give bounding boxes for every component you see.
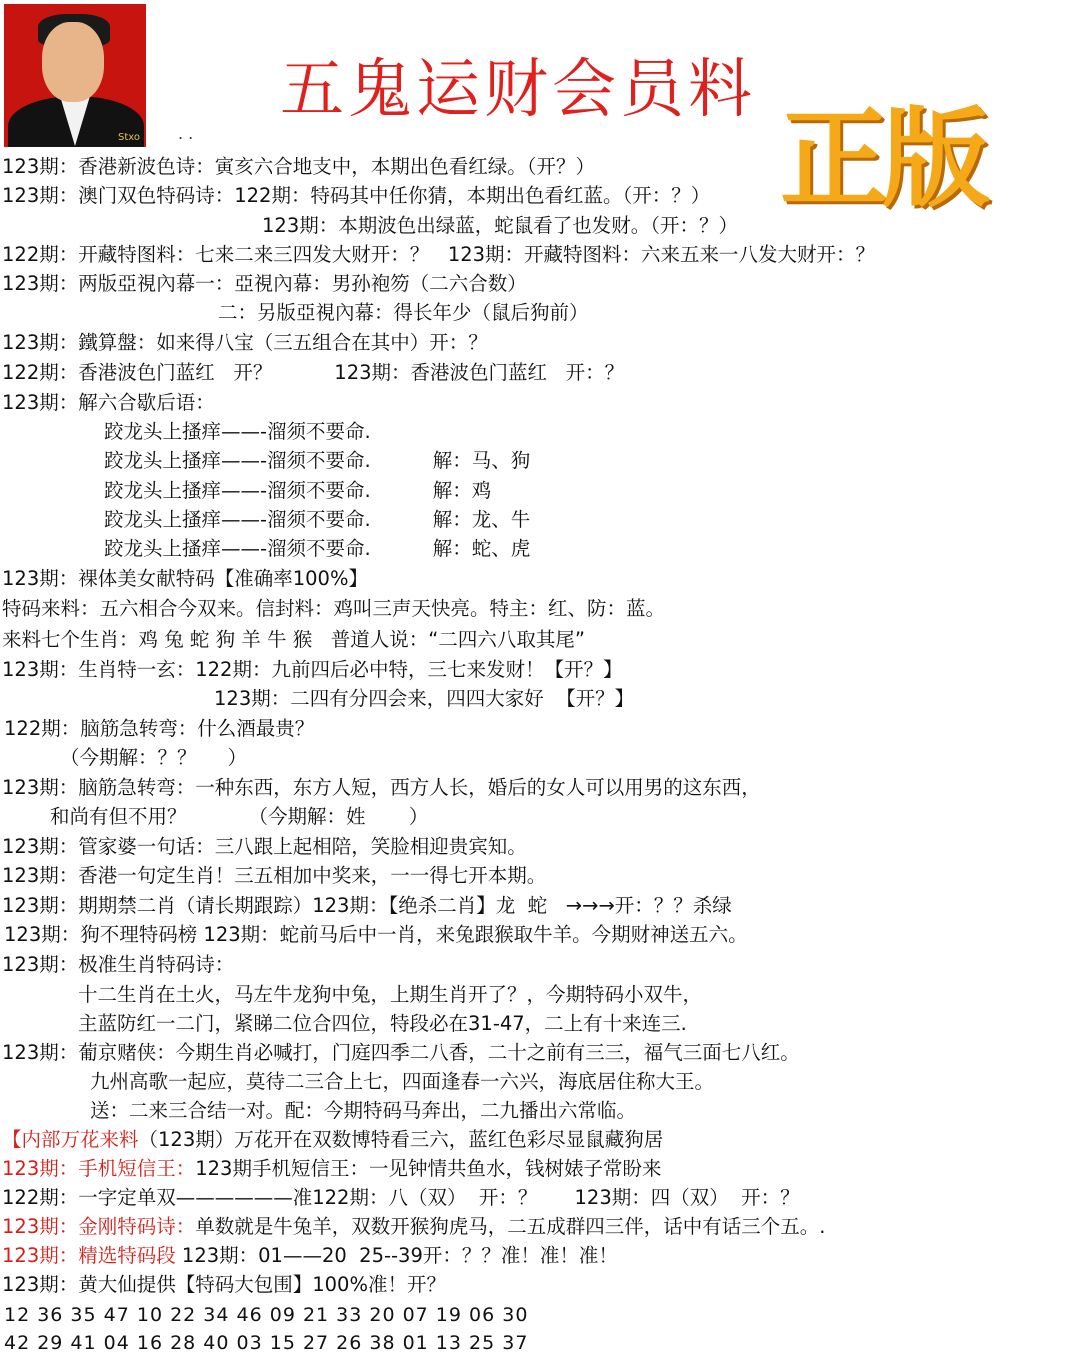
line-27: 123期：狗不理特码榜 123期：蛇前马后中一肖，来兔跟猴取牛羊。今期财神送五六。 — [4, 923, 748, 946]
line-24: 123期：管家婆一句话：三八跟上起相陪，笑脸相迎贵宾知。 — [2, 835, 527, 858]
line-35-rest: 123期手机短信王：一见钟情共鱼水，钱树婊子常盼来 — [195, 1157, 662, 1180]
line-03: 123期：本期波色出绿蓝，蛇鼠看了也发财。（开：？） — [262, 214, 738, 237]
line-29: 十二生肖在土火，马左牛龙狗中兔，上期生肖开了？，今期特码小双牛， — [78, 983, 703, 1006]
line-07: 123期：鐵算盤：如来得八宝（三五组合在其中）开：？ — [2, 331, 488, 354]
number-row-1: 12 36 35 47 10 22 34 46 09 21 33 20 07 19 06 30 — [4, 1304, 529, 1326]
line-18: 123期：生肖特一玄：122期：九前四后必中特，三七来发财！【开？】 — [2, 658, 623, 681]
title-dots: . . — [178, 124, 194, 143]
line-09: 123期：解六合歇后语： — [2, 391, 215, 414]
portrait-face — [42, 22, 104, 102]
line-11: 跤龙头上搔痒——-溜须不要命. 解：马、狗 — [104, 449, 531, 472]
line-15: 123期：裸体美女献特码【准确率100%】 — [2, 567, 368, 590]
line-28: 123期：极准生肖特码诗： — [2, 953, 235, 976]
line-39: 123期：黄大仙提供【特码大包围】100%准！开？ — [2, 1273, 446, 1296]
line-08: 122期：香港波色门蓝红 开？ 123期：香港波色门蓝红 开：？ — [2, 361, 625, 384]
line-38-red: 123期：精选特码段 — [2, 1244, 176, 1267]
line-33: 送：二来三合结一对。配：今期特码马奔出，二九播出六常临。 — [90, 1099, 637, 1122]
line-12: 跤龙头上搔痒——-溜须不要命. 解：鸡 — [104, 479, 492, 502]
line-37 — [2, 1214, 825, 1240]
line-25: 123期：香港一句定生肖！三五相加中奖来，一一得七开本期。 — [2, 864, 547, 887]
line-22: 123期：脑筋急转弯：一种东西，东方人短，西方人长，婚后的女人可以用男的这东西， — [2, 776, 761, 799]
line-38 — [2, 1243, 618, 1269]
line-10: 跤龙头上搔痒——-溜须不要命. — [104, 420, 371, 443]
line-36: 122期：一字定单双——————准122期：八（双） 开：？ 123期：四（双） 开：？ — [2, 1186, 800, 1209]
line-34-red: 【内部万花来料 — [2, 1128, 139, 1151]
line-17: 来料七个生肖：鸡 兔 蛇 狗 羊 牛 猴 普道人说：“二四六八取其尾” — [2, 628, 585, 651]
line-16: 特码来料：五六相合今双来。信封料：鸡叫三声天快亮。特主：红、防：蓝。 — [2, 597, 666, 620]
line-37-red: 123期：金刚特码诗： — [2, 1215, 196, 1238]
page-title: 五鬼运财会员料 — [280, 53, 756, 127]
line-37-rest: 单数就是牛兔羊，双数开猴狗虎马，二五成群四三伴，话中有话三个五。. — [195, 1215, 826, 1238]
line-13: 跤龙头上搔痒——-溜须不要命. 解：龙、牛 — [104, 508, 531, 531]
line-38-rest: 123期：01——20 25--39开：？？准！准！准！ — [175, 1244, 618, 1267]
line-26: 123期：期期禁二肖（请长期跟踪）123期：【绝杀二肖】龙 蛇 →→→开：？？杀绿 — [2, 894, 732, 917]
line-05: 123期：两版亞視內幕一：亞視內幕：男孙袍笏（二六合数） — [2, 272, 527, 295]
portrait-caption: Stxo — [118, 132, 140, 143]
line-34-rest: （123期）万花开在双数博特看三六，蓝红色彩尽显鼠藏狗居 — [138, 1128, 664, 1151]
line-19: 123期：二四有分四会来，四四大家好 【开？】 — [214, 687, 635, 710]
portrait-photo — [4, 4, 146, 147]
line-34 — [2, 1127, 663, 1153]
line-35 — [2, 1156, 661, 1182]
line-23: 和尚有但不用？ （今期解：姓 ） — [50, 805, 429, 828]
line-20: 122期：脑筋急转弯：什么酒最贵？ — [4, 717, 315, 740]
zhengban-badge: 正版 — [780, 97, 985, 222]
number-row-2: 42 29 41 04 16 28 40 03 15 27 26 38 01 13 25 37 — [4, 1332, 529, 1354]
line-30: 主蓝防红一二门，紧睇二位合四位，特段必在31-47，二上有十来连三. — [78, 1012, 687, 1035]
line-32: 九州高歌一起应，莫待二三合上七，四面逢春一六兴，海底居住称大王。 — [90, 1070, 715, 1093]
line-31: 123期：葡京赌侠：今期生肖必喊打，门庭四季二八香，二十之前有三三，福气三面七八红。 — [2, 1041, 800, 1064]
line-04: 122期：开藏特图料：七来二来三四发大财开：？ 123期：开藏特图料：六来五来一八发大财开：？ — [2, 243, 876, 266]
line-01: 123期：香港新波色诗：寅亥六合地支中，本期出色看红绿。（开？） — [2, 155, 595, 178]
line-35-red: 123期：手机短信王： — [2, 1157, 196, 1180]
line-21: （今期解：？？ ） — [60, 746, 247, 769]
line-06: 二：另版亞視內幕：得长年少（鼠后狗前） — [218, 301, 589, 324]
line-14: 跤龙头上搔痒——-溜须不要命. 解：蛇、虎 — [104, 537, 531, 560]
line-02: 123期：澳门双色特码诗：122期：特码其中任你猜，本期出色看红蓝。（开：？） — [2, 184, 711, 207]
